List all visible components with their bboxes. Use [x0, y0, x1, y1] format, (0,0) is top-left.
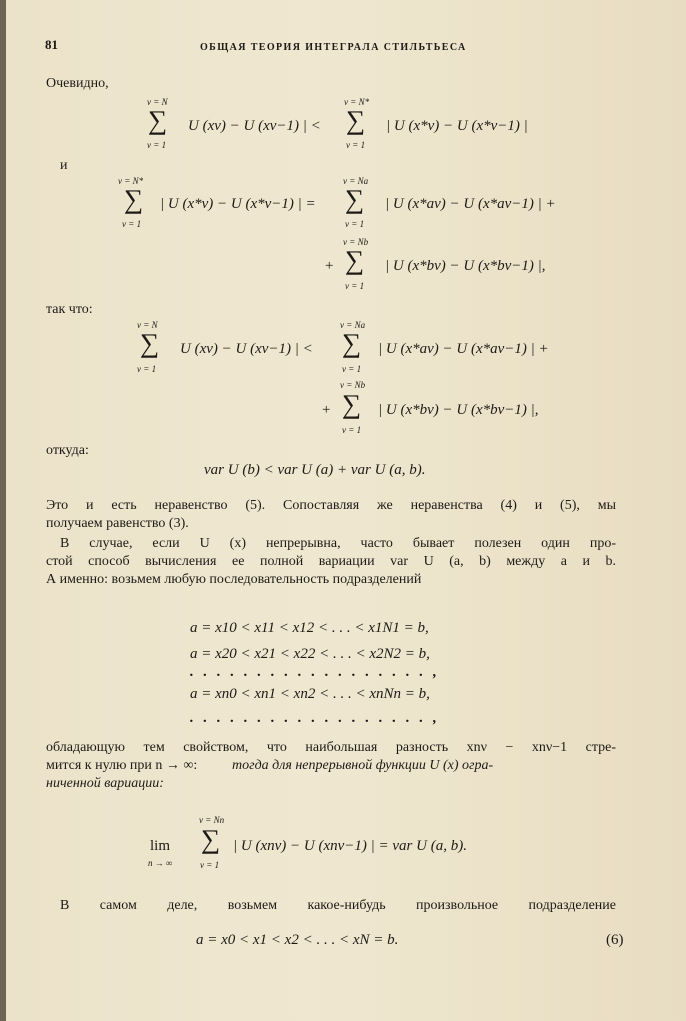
- formula-expression: U (xν) − U (xν−1) | <: [188, 118, 321, 134]
- sum-sign: ∑: [201, 824, 221, 854]
- word-obviously: Очевидно,: [46, 76, 109, 91]
- paragraph-line: обладающую тем свойством, что наибольшая разность xnν − xnν−1 стре-: [46, 740, 616, 755]
- paragraph-line: мится к нулю при n → ∞:: [46, 758, 198, 773]
- sum-sign: ∑: [140, 328, 160, 358]
- sum-upper-limit: ν = Nb: [343, 237, 369, 247]
- sum-upper-limit: ν = N: [147, 97, 168, 107]
- sum-lower-limit: ν = 1: [137, 364, 157, 374]
- partition-formula: a = x0 < x1 < x2 < . . . < xN = b.: [196, 932, 399, 948]
- paragraph-line: В случае, если U (x) непрерывна, часто бывает полезен один про-: [60, 536, 616, 551]
- sum-upper-limit: ν = N*: [118, 176, 144, 186]
- formula-expression: | U (x*ν) − U (x*ν−1) | =: [160, 196, 316, 212]
- subdivision-row: a = xn0 < xn1 < xn2 < . . . < xnNn = b,: [190, 686, 430, 702]
- sum-upper-limit: ν = Na: [340, 320, 366, 330]
- lim-operator: lim: [150, 838, 171, 854]
- paragraph-line: Это и есть неравенство (5). Сопоставляя же неравенства (4) и (5), мы: [46, 498, 616, 513]
- sum-lower-limit: ν = 1: [345, 219, 365, 229]
- book-page: 81 ОБЩАЯ ТЕОРИЯ ИНТЕГРАЛА СТИЛЬТЬЕСА Очевидно, ν = N ∑ ν = 1 U (xν) − U (xν−1) | < ν = N* ∑ ν = 1 | U (x*ν) − U (x*ν−1) | и ν = N* ∑ ν = 1 | U (x*ν) − U (x*ν−1) | = ν = Na ∑ ν = 1 | U (x*aν) − U (x*aν−1) | + + ν = Nb ∑ ν = 1 | U (x*bν) − U (x*bν−1) |, так что: ν = N ∑ ν = 1 U (xν) − U (xν−1) | < ν = Na ∑ ν = 1 | U (x*aν) − U (x*aν−1) | + + ν = Nb ∑ ν = 1 | U (x*bν) − U (x*bν−1) |, откуда: var U (b) < var U (a) + var U (a, b). Это и есть неравенство (5). Сопоставляя же неравенства (4) и (5), мы получаем равенство (3). В случае, если U (x) непрерывна, часто бывает полезен один про- стой способ вычисления ее полной вариации var U (a, b) между a и b. А именно: возьмем любую последовательность подразделений a = x10 < x11 < x12 < . . . < x1N1 = b, a = x20 < x21 < x22 < . . . < x2N2 = b, . . . . . . . . . . . . . . . . . . , a = xn0 < xn1 < xn2 < . . . < xnNn = b, . . . . . . . . . . . . . . . . . . , обладающую тем свойством, что наибольшая разность xnν − xnν−1 стре- мится к нулю при n → ∞: тогда для непрерывной функции U (x) огра- ниченной вариации: lim n → ∞ ν = Nn ∑ ν = 1 | U (xnν) − U (xnν−1) | = var U (a, b). В самом деле, возьмем какое-нибудь произвольное подразделение a = x0 < x1 < x2 < . . . < xN = b. (6): [0, 0, 686, 1021]
- sum-sign: ∑: [345, 184, 365, 214]
- lim-subscript: n → ∞: [148, 858, 173, 868]
- paragraph-line-italic: тогда для непрерывной функции U (x) огра-: [232, 758, 494, 773]
- sum-upper-limit: ν = Na: [343, 176, 369, 186]
- ellipsis-row: . . . . . . . . . . . . . . . . . . ,: [190, 710, 440, 726]
- running-title: ОБЩАЯ ТЕОРИЯ ИНТЕГРАЛА СТИЛЬТЬЕСА: [200, 42, 467, 53]
- sum-lower-limit: ν = 1: [346, 140, 366, 150]
- formula-expression: | U (x*aν) − U (x*aν−1) | +: [378, 341, 549, 357]
- paragraph-line: получаем равенство (3).: [46, 516, 189, 531]
- sum-upper-limit: ν = N: [137, 320, 158, 330]
- sum-lower-limit: ν = 1: [342, 425, 362, 435]
- sum-lower-limit: ν = 1: [345, 281, 365, 291]
- page-edge-shadow: [0, 0, 6, 1021]
- sum-sign: ∑: [342, 328, 362, 358]
- paragraph-line-italic: ниченной вариации:: [46, 776, 164, 791]
- page-number: 81: [45, 37, 58, 52]
- sum-sign: ∑: [342, 389, 362, 419]
- paragraph-line: В самом деле, возьмем какое-нибудь произвольное подразделение: [60, 898, 616, 913]
- word-and: и: [60, 158, 68, 173]
- sum-sign: ∑: [124, 184, 144, 214]
- subdivision-row: a = x10 < x11 < x12 < . . . < x1N1 = b,: [190, 620, 429, 636]
- sum-sign: ∑: [346, 105, 366, 135]
- sum-lower-limit: ν = 1: [200, 860, 220, 870]
- formula-expression: | U (x*ν) − U (x*ν−1) |: [386, 118, 528, 134]
- sum-lower-limit: ν = 1: [147, 140, 167, 150]
- equation-number: (6): [606, 932, 624, 948]
- formula-expression: U (xν) − U (xν−1) | <: [180, 341, 313, 357]
- sum-upper-limit: ν = Nb: [340, 380, 366, 390]
- word-whence: откуда:: [46, 443, 89, 458]
- phrase-so-that: так что:: [46, 302, 93, 317]
- variation-inequality: var U (b) < var U (a) + var U (a, b).: [204, 462, 426, 478]
- ellipsis-row: . . . . . . . . . . . . . . . . . . ,: [190, 664, 440, 680]
- sum-sign: ∑: [148, 105, 168, 135]
- paragraph-line: А именно: возьмем любую последовательность подразделений: [46, 572, 422, 587]
- sum-lower-limit: ν = 1: [122, 219, 142, 229]
- subdivision-row: a = x20 < x21 < x22 < . . . < x2N2 = b,: [190, 646, 430, 662]
- sum-lower-limit: ν = 1: [342, 364, 362, 374]
- paragraph-line: стой способ вычисления ее полной вариации var U (a, b) между a и b.: [46, 554, 616, 569]
- sum-upper-limit: ν = N*: [344, 97, 370, 107]
- formula-expression: | U (x*bν) − U (x*bν−1) |,: [385, 258, 546, 274]
- formula-expression: | U (x*bν) − U (x*bν−1) |,: [378, 402, 539, 418]
- formula-expression: | U (xnν) − U (xnν−1) | = var U (a, b).: [233, 838, 467, 854]
- formula-expression: | U (x*aν) − U (x*aν−1) | +: [385, 196, 556, 212]
- sum-upper-limit: ν = Nn: [199, 815, 225, 825]
- sum-sign: ∑: [345, 245, 365, 275]
